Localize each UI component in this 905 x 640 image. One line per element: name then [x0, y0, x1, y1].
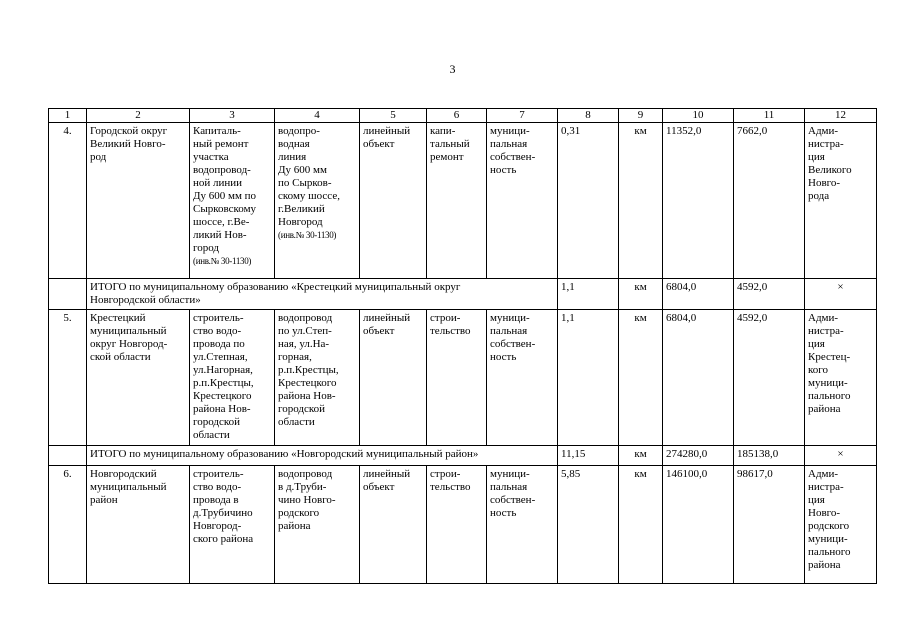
ownership-cell: муници- пальная собствен- ность [487, 123, 558, 279]
unit-cell: км [619, 123, 663, 279]
event-name-cell [190, 123, 275, 279]
column-number: 11 [734, 109, 805, 123]
column-number: 1 [49, 109, 87, 123]
cost-total-cell: 146100,0 [663, 466, 734, 584]
unit-cell: км [619, 310, 663, 446]
table-row [49, 123, 877, 279]
responsible-cell: Адми- нистра- ция Великого Новго- рода [805, 123, 877, 279]
column-number: 5 [360, 109, 427, 123]
capacity-cell: 5,85 [558, 466, 619, 584]
unit-cell: км [619, 466, 663, 584]
municipality-cell: Крестецкий муниципальный округ Новгород- ской области [87, 310, 190, 446]
column-number-row [49, 109, 877, 123]
responsible-cell: Адми- нистра- ция Новго- родского муници- пального района [805, 466, 877, 584]
cost-total-cell: 11352,0 [663, 123, 734, 279]
row-number: 6. [49, 466, 87, 584]
work-type-cell: капи- тальный ремонт [427, 123, 487, 279]
cost-total-cell: 274280,0 [663, 446, 734, 466]
inventory-note: (инв.№ 30-1130) [278, 230, 337, 240]
event-name-text: Капиталь- ный ремонт участка водопровод- ной линии Ду 600 мм по Сырковскому шоссе, г.Ве- ликий Нов- город [193, 125, 257, 254]
row-number: 5. [49, 310, 87, 446]
cost-share-cell: 4592,0 [734, 310, 805, 446]
cost-total-cell: 6804,0 [663, 310, 734, 446]
ownership-cell: муници- пальная собствен- ность [487, 310, 558, 446]
column-number: 10 [663, 109, 734, 123]
empty-cell [49, 279, 87, 310]
responsible-cell: Адми- нистра- ция Крестец- кого муници- пального района [805, 310, 877, 446]
cost-share-cell: 185138,0 [734, 446, 805, 466]
object-type-cell: линейный объект [360, 310, 427, 446]
object-name-cell [275, 123, 360, 279]
table-row [49, 310, 877, 446]
column-number: 3 [190, 109, 275, 123]
event-name-cell: строитель- ство водо- провода по ул.Степная, ул.Нагорная, р.п.Крестцы, Крестецкого района Нов- городской области [190, 310, 275, 446]
empty-cell [49, 446, 87, 466]
total-label: ИТОГО по муниципальному образованию «Крестецкий муниципальный округ Новгородской области» [87, 279, 558, 310]
capacity-cell: 1,1 [558, 310, 619, 446]
unit-cell: км [619, 446, 663, 466]
not-applicable-mark: × [805, 279, 877, 310]
unit-cell: км [619, 279, 663, 310]
column-number: 7 [487, 109, 558, 123]
not-applicable-mark: × [805, 446, 877, 466]
cost-share-cell: 4592,0 [734, 279, 805, 310]
objects-table [48, 108, 877, 584]
work-type-cell: строи- тельство [427, 466, 487, 584]
column-number: 8 [558, 109, 619, 123]
column-number: 12 [805, 109, 877, 123]
municipality-cell: Новгородский муниципальный район [87, 466, 190, 584]
capacity-cell: 11,15 [558, 446, 619, 466]
cost-total-cell: 6804,0 [663, 279, 734, 310]
cost-share-cell: 98617,0 [734, 466, 805, 584]
total-row [49, 446, 877, 466]
capacity-cell: 0,31 [558, 123, 619, 279]
object-type-cell: линейный объект [360, 123, 427, 279]
total-label: ИТОГО по муниципальному образованию «Новгородский муниципальный район» [87, 446, 558, 466]
row-number: 4. [49, 123, 87, 279]
total-row [49, 279, 877, 310]
object-type-cell: линейный объект [360, 466, 427, 584]
object-name-cell: водопровод по ул.Степ- ная, ул.На- горная, р.п.Крестцы, Крестецкого района Нов- городской области [275, 310, 360, 446]
capacity-cell: 1,1 [558, 279, 619, 310]
object-name-cell: водопровод в д.Труби- чино Новго- родского района [275, 466, 360, 584]
event-name-cell: строитель- ство водо- провода в д.Трубичино Новгород- ского района [190, 466, 275, 584]
inventory-note: (инв.№ 30-1130) [193, 256, 252, 266]
cost-share-cell: 7662,0 [734, 123, 805, 279]
object-name-text: водопро- водная линия Ду 600 мм по Сырков- скому шоссе, г.Великий Новгород [278, 125, 340, 228]
municipality-cell: Городской округ Великий Новго- род [87, 123, 190, 279]
ownership-cell: муници- пальная собствен- ность [487, 466, 558, 584]
column-number: 4 [275, 109, 360, 123]
column-number: 6 [427, 109, 487, 123]
page-number: 3 [449, 62, 456, 76]
column-number: 9 [619, 109, 663, 123]
table-row [49, 466, 877, 584]
work-type-cell: строи- тельство [427, 310, 487, 446]
column-number: 2 [87, 109, 190, 123]
